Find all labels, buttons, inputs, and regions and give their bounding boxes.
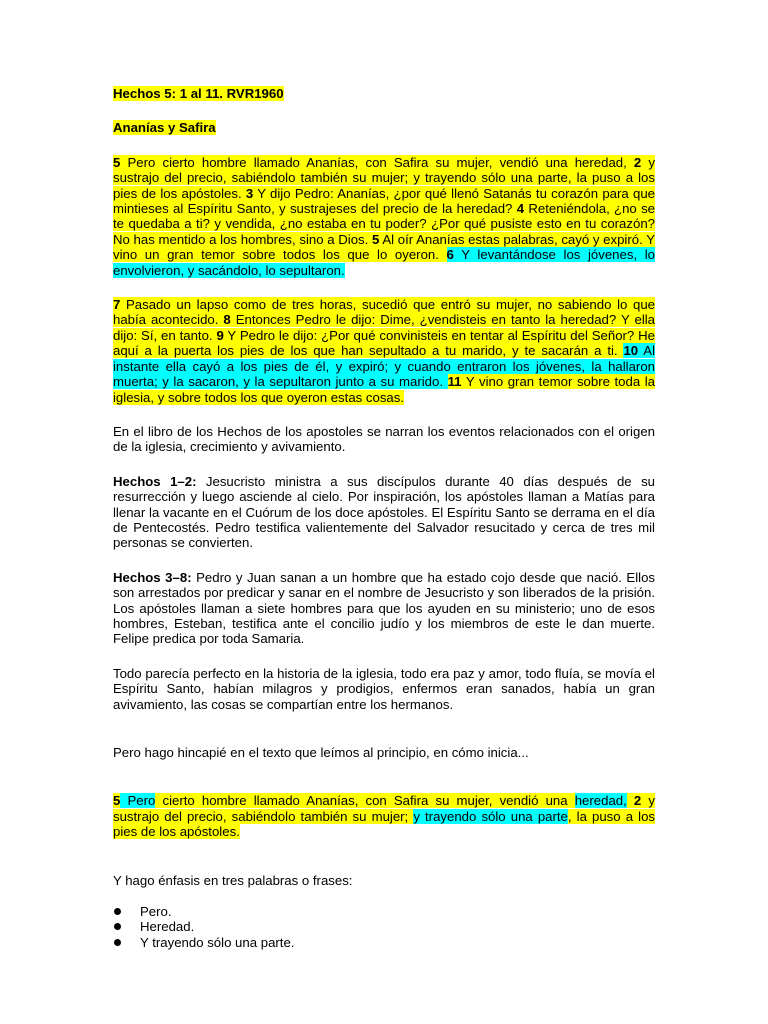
hechos-1-2-paragraph: Hechos 1–2: Jesucristo ministra a sus discípulos durante 40 días después de su resurrección y luego asciende al cielo. Por inspiración, los apóstoles llaman a Matías para llenar la vacante en el Cuórum de los doce apóstoles. El Espíritu Santo se derrama en el día de Pentecostés. Pedro testifica valientemente del Salvador resucitado y cerca de tres mil personas se convierten. xyxy=(113,473,655,551)
perfect-church-paragraph: Todo parecía perfecto en la historia de la iglesia, todo era paz y amor, todo fluía, se movía el Espíritu Santo, habían milagros y prodigios, enfermos eran sanados, había un gran avivamiento, las cosas se compartían entre los hermanos. xyxy=(113,665,655,712)
passage-paragraph-1: 5 Pero cierto hombre llamado Ananías, con Safira su mujer, vendió una heredad, 2 y sustrajo del precio, sabiéndolo también su mujer; y trayendo sólo una parte, la puso a los pies de los apóstoles. 3 Y dijo Pedro: Ananías, ¿por qué llenó Satanás tu corazón para que mintieses al Espíritu Santo, y sustrajeses del precio de la heredad? 4 Reteniéndola, ¿no se te quedaba a ti? y vendida, ¿no estaba en tu poder? ¿Por qué pusiste esto en tu corazón? No has mentido a los hombres, sino a Dios. 5 Al oír Ananías estas palabras, cayó y expiró. Y vino un gran temor sobre todos los que lo oyeron. 6 Y levantándose los jóvenes, lo envolvieron, y sacándolo, lo sepultaron. xyxy=(113,154,656,278)
verse-number: 9 xyxy=(216,327,224,343)
verse-number: 2 xyxy=(633,154,642,170)
bullet-icon xyxy=(114,939,121,946)
three-words-line: Y hago énfasis en tres palabras o frases: xyxy=(113,872,353,888)
passage-paragraph-2: 7 Pasado un lapso como de tres horas, sucedió que entró su mujer, no sabiendo lo que había acontecido. 8 Entonces Pedro le dijo: Dime, ¿vendisteis en tanto la heredad? Y ella dijo: Sí, en tanto. 9 Y Pedro le dijo: ¿Por qué convinisteis en tentar al Espíritu del Señor? He aquí a la puerta los pies de los que han sepultado a tu marido, y te sacarán a ti. 10 Al instante ella cayó a los pies de él, y expiró; y cuando entraron los jóvenes, la hallaron muerta; y la sacaron, y la sepultaron junto a su marido. 11 Y vino gran temor sobre toda la iglesia, y sobre todos los que oyeron estas cosas. xyxy=(113,297,656,405)
page-subtitle: Ananías y Safira xyxy=(113,120,216,136)
verse-number: 4 xyxy=(516,201,525,217)
emphasis-list xyxy=(113,904,655,950)
page-title: Hechos 5: 1 al 11. RVR1960 xyxy=(113,86,284,101)
list-item: Y trayendo sólo una parte. xyxy=(113,935,655,950)
list-item: Heredad. xyxy=(113,919,655,934)
verse-number: 5 xyxy=(113,154,121,170)
hechos-3-8-paragraph: Hechos 3–8: Pedro y Juan sanan a un hombre que ha estado cojo desde que nació. Ellos son arrestados por predicar y sanar en el nombre de Jesucristo y son liberados de la prisión. Los apóstoles llaman a siete hombres para que los ayuden en su ministerio; uno de esos hombres, Esteban, testifica ante el concilio judío y los miembros de este le dan muerte. Felipe predica por toda Samaria. xyxy=(113,569,656,647)
emphasis-line: Pero hago hincapié en el texto que leímos al principio, en cómo inicia... xyxy=(113,745,529,760)
bullet-icon xyxy=(114,923,121,930)
verse-number: 8 xyxy=(223,312,231,328)
verse-number: 5 xyxy=(113,793,121,809)
verse-number: 2 xyxy=(633,793,642,809)
verse-number: 6 xyxy=(446,247,454,263)
verse-number: 5 xyxy=(372,231,380,247)
verse-number: 7 xyxy=(113,297,121,313)
bullet-icon xyxy=(114,908,121,915)
document-body xyxy=(113,86,655,950)
quoted-verse: 5 Pero cierto hombre llamado Ananías, con Safira su mujer, vendió una heredad, 2 y sustrajo del precio, sabiéndolo también su mujer; y trayendo sólo una parte, la puso a los pies de los apóstoles. xyxy=(113,793,656,840)
list-item: Pero. xyxy=(113,904,655,919)
verse-number: 11 xyxy=(447,374,462,390)
verse-number: 3 xyxy=(245,185,254,201)
intro-paragraph: En el libro de los Hechos de los apostoles se narran los eventos relacionados con el origen de la iglesia, crecimiento y avivamiento. xyxy=(113,423,655,455)
verse-number: 10 xyxy=(623,343,639,359)
